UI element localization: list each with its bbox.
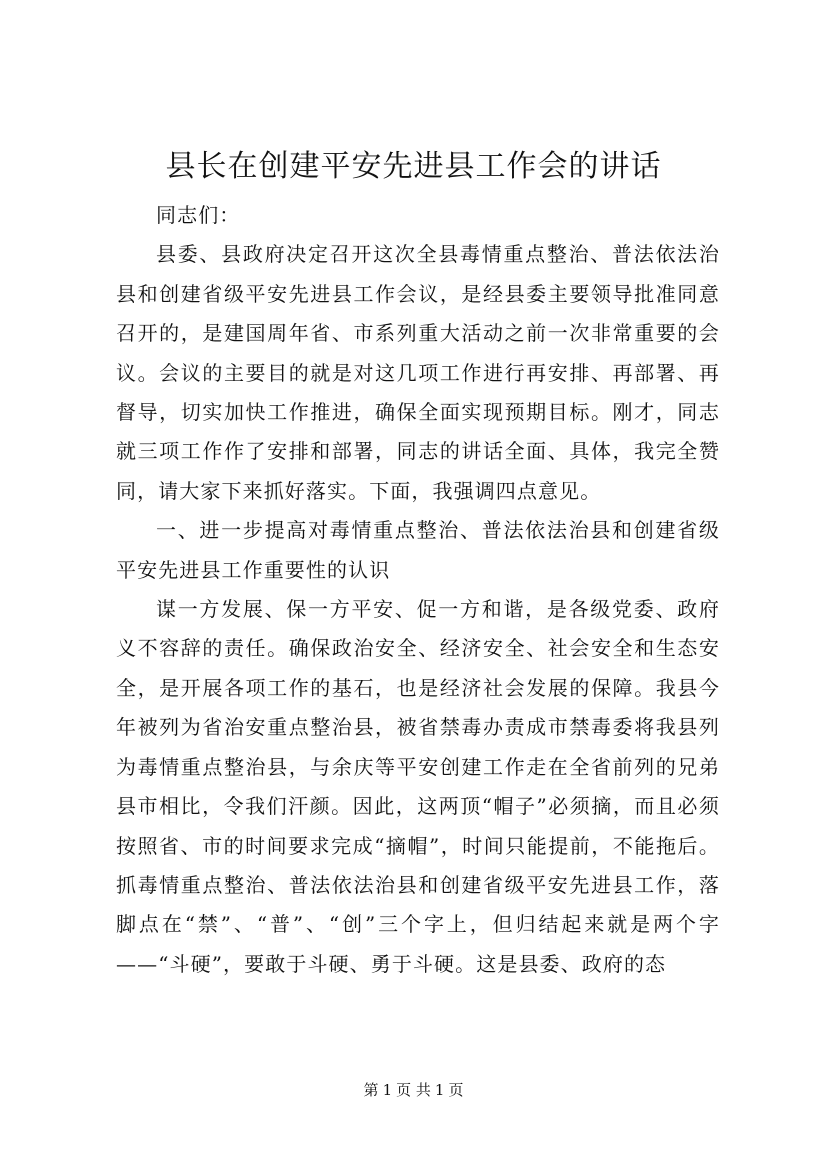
page-label-prefix: 第 bbox=[363, 1081, 379, 1099]
page-label-suffix: 页 bbox=[448, 1081, 464, 1099]
salutation-paragraph: 同志们： bbox=[156, 203, 241, 227]
page-footer bbox=[0, 1080, 827, 1100]
section-heading-paragraph: 一、进一步提高对毒情重点整治、普法依法治县和创建省级平安先进县工作重要性的认识 bbox=[116, 518, 720, 582]
page-label-mid: 页 共 bbox=[396, 1081, 431, 1099]
page-total: 1 bbox=[434, 1081, 445, 1099]
page-number: 1 bbox=[382, 1081, 393, 1099]
intro-paragraph: 县委、县政府决定召开这次全县毒情重点整治、普法依法治县和创建省级平安先进县工作会议，是经县委主要领导批准同意召开的，是建国周年省、市系列重大活动之前一次非常重要的会议。会议的主要目的就是对这几项工作进行再安排、再部署、再督导，切实加快工作推进，确保全面实现预期目标。刚才，同志就三项工作作了安排和部署，同志的讲话全面、具体，我完全赞同，请大家下来抓好落实。下面，我强调四点意见。 bbox=[116, 242, 720, 503]
document-body bbox=[116, 196, 720, 984]
document-title: 县长在创建平安先进县工作会的讲话 bbox=[165, 149, 662, 184]
body-paragraph: 谋一方发展、保一方平安、促一方和谐，是各级党委、政府义不容辞的责任。确保政治安全、经济安全、社会安全和生态安全，是开展各项工作的基石，也是经济社会发展的保障。我县今年被列为省治安重点整治县，被省禁毒办责成市禁毒委将我县列为毒情重点整治县，与余庆等平安创建工作走在全省前列的兄弟县市相比，令我们汗颜。因此，这两顶“帽子”必须摘，而且必须按照省、市的时间要求完成“摘帽”，时间只能提前，不能拖后。抓毒情重点整治、普法依法治县和创建省级平安先进县工作，落脚点在“禁”、“普”、“创”三个字上，但归结起来就是两个字——“斗硬”，要敢于斗硬、勇于斗硬。这是县委、政府的态 bbox=[116, 597, 720, 976]
